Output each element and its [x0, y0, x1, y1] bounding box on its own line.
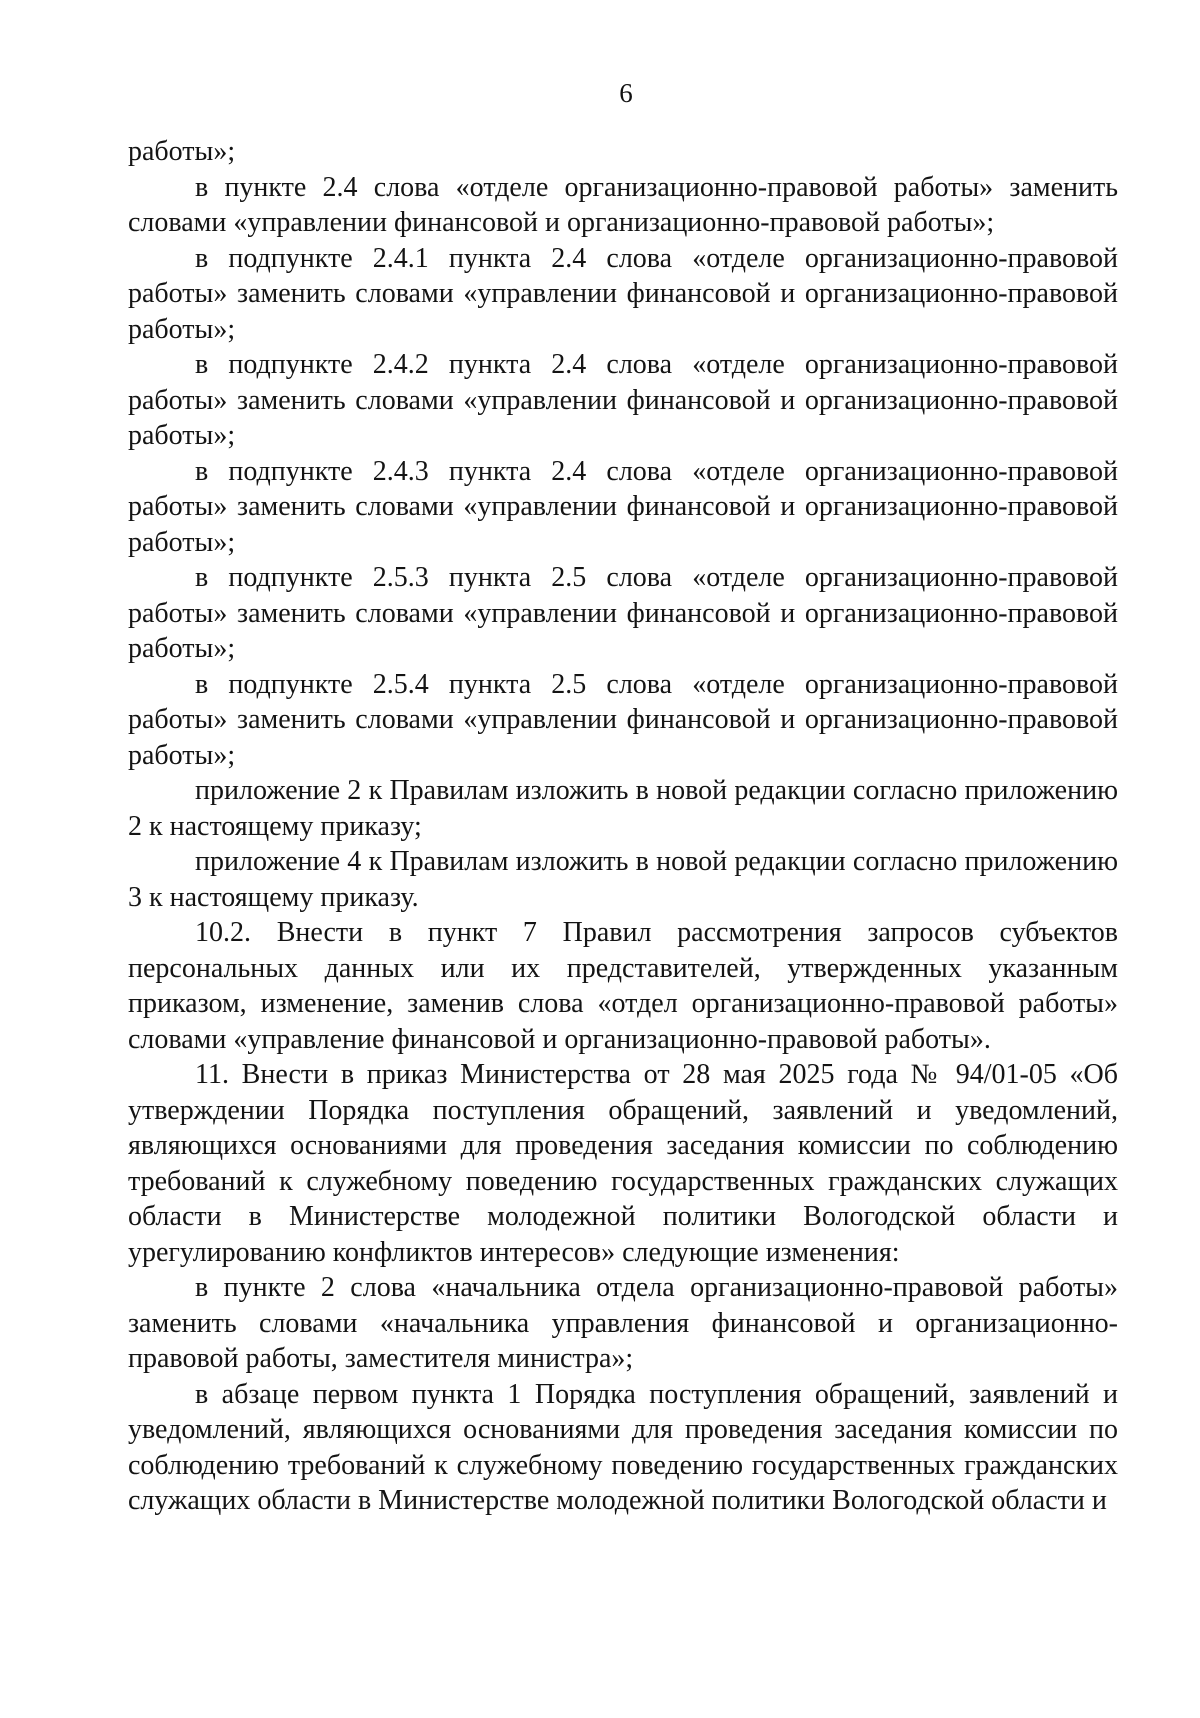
document-body [128, 134, 1118, 1519]
paragraph-continuation: работы»; [128, 136, 236, 167]
paragraph-appendix-2: приложение 2 к Правилам изложить в новой редакции согласно приложению 2 к настоящему приказу; [128, 775, 1118, 842]
paragraph-item-2-5-3: в подпункте 2.5.3 пункта 2.5 слова «отделе организационно-правовой работы» заменить словами «управлении финансовой и организационно-правовой работы»; [128, 562, 1118, 664]
paragraph-item-2-amendment: в пункте 2 слова «начальника отдела организационно-правовой работы» заменить словами «начальника управления финансовой и организационно-правовой работы, заместителя министра»; [128, 1272, 1118, 1374]
page-number: 6 [619, 78, 633, 108]
paragraph-item-1-amendment: в абзаце первом пункта 1 Порядка поступления обращений, заявлений и уведомлений, являющихся основаниями для проведения заседания комиссии по соблюдению требований к служебному поведению государственных гражданских служащих области в Министерстве молодежной политики Вологодской области и [128, 1378, 1118, 1516]
paragraph-section-10-2: 10.2. Внести в пункт 7 Правил рассмотрения запросов субъектов персональных данных или их представителей, утвержденных указанным приказом, изменение, заменив слова «отдел организационно-правовой работы» словами «управление финансовой и организационно-правовой работы». [128, 917, 1118, 1055]
paragraph-item-2-4: в пункте 2.4 слова «отделе организационно-правовой работы» заменить словами «управлении финансовой и организационно-правовой работы»; [128, 171, 1118, 238]
paragraph-item-2-4-2: в подпункте 2.4.2 пункта 2.4 слова «отделе организационно-правовой работы» заменить словами «управлении финансовой и организационно-правовой работы»; [128, 349, 1118, 451]
paragraph-section-11: 11. Внести в приказ Министерства от 28 мая 2025 года № 94/01-05 «Об утверждении Порядка поступления обращений, заявлений и уведомлений, являющихся основаниями для проведения заседания комиссии по соблюдению требований к служебному поведению государственных гражданских служащих области в Министерстве молодежной политики Вологодской области и урегулированию конфликтов интересов» следующие изменения: [128, 1059, 1118, 1268]
paragraph-item-2-5-4: в подпункте 2.5.4 пункта 2.5 слова «отделе организационно-правовой работы» заменить словами «управлении финансовой и организационно-правовой работы»; [128, 668, 1118, 771]
paragraph-appendix-4: приложение 4 к Правилам изложить в новой редакции согласно приложению 3 к настоящему приказу. [128, 846, 1118, 913]
paragraph-item-2-4-3: в подпункте 2.4.3 пункта 2.4 слова «отделе организационно-правовой работы» заменить словами «управлении финансовой и организационно-правовой работы»; [128, 455, 1118, 558]
paragraph-item-2-4-1: в подпункте 2.4.1 пункта 2.4 слова «отделе организационно-правовой работы» заменить словами «управлении финансовой и организационно-правовой работы»; [128, 242, 1118, 345]
